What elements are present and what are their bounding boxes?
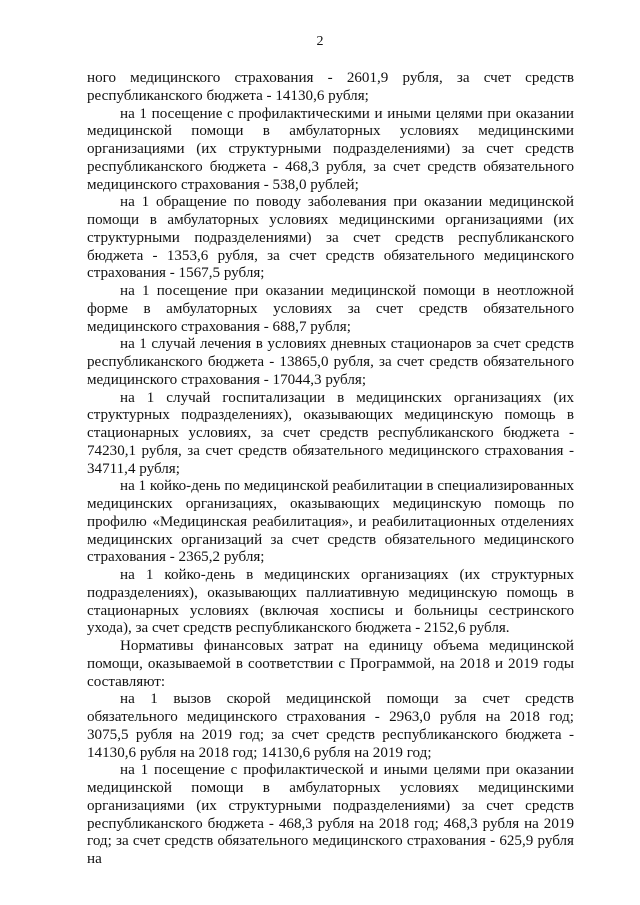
paragraph-palliative-bed-day: на 1 койко-день в медицинских организациях (их структурных подразделениях), оказывающих паллиативную медицинскую помощь в стационарных условиях (включая хосписы и больницы сестринского ухода), за счет средств республиканского бюджета - 2152,6 рубля. [87, 567, 574, 637]
paragraph-ambulance-call: на 1 вызов скорой медицинской помощи за счет средств обязательного медицинского страхования - 2963,0 рубля на 2018 год; 3075,5 рубля на 2019 год; за счет средств республиканского бюджета - 14130,6 рубля на 2018 год; 14130,6 рубля на 2019 год; [87, 691, 574, 761]
paragraph-day-hospital: на 1 случай лечения в условиях дневных стационаров за счет средств республиканского бюджета - 13865,0 рубля, за счет средств обязательного медицинского страхования - 17044,3 рубля; [87, 336, 574, 388]
paragraph-continuation: ного медицинского страхования - 2601,9 рубля, за счет средств республиканского бюджета - 14130,6 рубля; [87, 70, 574, 104]
paragraph-disease-appeal: на 1 обращение по поводу заболевания при оказании медицинской помощи в амбулаторных условиях медицинскими организациями (их структурными подразделениями) за счет средств республиканского бюджета - 1353,6 рубля, за счет средств обязательного медицинского страхования - 1567,5 рубля; [87, 194, 574, 282]
document-body [87, 70, 574, 869]
paragraph-hospitalization: на 1 случай госпитализации в медицинских организациях (их структурных подразделениях), оказывающих медицинскую помощь в стационарных условиях, за счет средств республиканского бюджета - 74230,1 рубля, за счет средств обязательного медицинского страхования - 34711,4 рубля; [87, 389, 574, 477]
paragraph-preventive-visit-2018-2019: на 1 посещение с профилактической и иными целями при оказании медицинской помощи в амбулаторных условиях медицинскими организациями (их структурными подразделениями) за счет средств республиканского бюджета - 468,3 рубля на 2018 год; 468,3 рубля на 2019 год; за счет средств обязательного медицинского страхования - 625,9 рубля на [87, 762, 574, 867]
paragraph-cost-standards-intro: Нормативы финансовых затрат на единицу объема медицинской помощи, оказываемой в соответствии с Программой, на 2018 и 2019 годы составляют: [87, 638, 574, 690]
paragraph-preventive-visit: на 1 посещение с профилактическими и иными целями при оказании медицинской помощи в амбулаторных условиях медицинскими организациями (их структурными подразделениями) за счет средств республиканского бюджета - 468,3 рубля, за счет средств обязательного медицинского страхования - 538,0 рублей; [87, 105, 574, 193]
page-number: 2 [316, 34, 324, 49]
paragraph-urgent-visit: на 1 посещение при оказании медицинской помощи в неотложной форме в амбулаторных условиях за счет средств обязательного медицинского страхования - 688,7 рубля; [87, 283, 574, 335]
paragraph-rehabilitation-bed-day: на 1 койко-день по медицинской реабилитации в специализированных медицинских организациях, оказывающих медицинскую помощь по профилю «Медицинская реабилитация», и реабилитационных отделениях медицинских организаций за счет средств обязательного медицинского страхования - 2365,2 рубля; [87, 478, 574, 566]
